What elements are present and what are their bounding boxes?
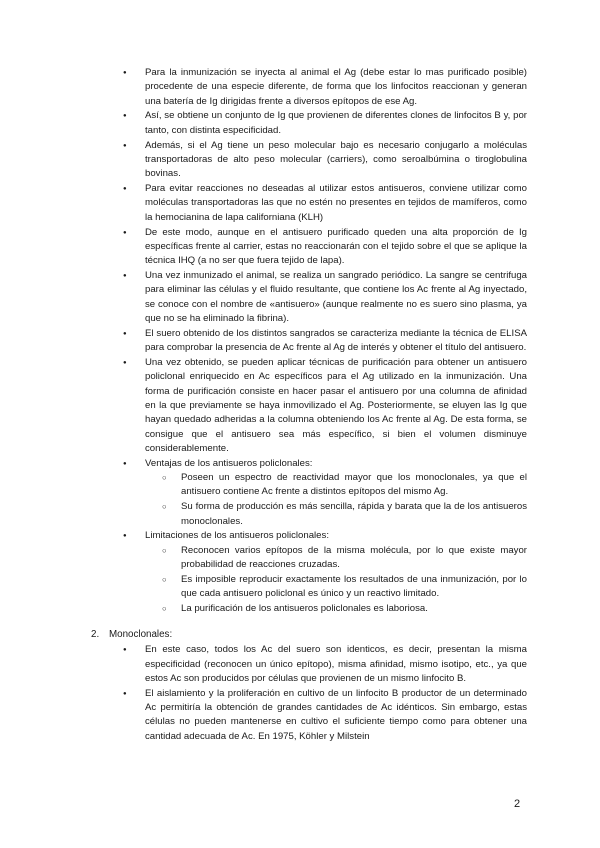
limitations-item bbox=[145, 529, 527, 616]
limitations-sublist bbox=[145, 544, 527, 617]
page-number: 2 bbox=[514, 798, 521, 810]
section-number: 2. bbox=[91, 629, 100, 641]
list-item: ● Una vez inmunizado el animal, se realiza un sangrado periódico. La sangre se centrifuga para eliminar las células y el fluido resultante, que contiene los Ac frente al Ag inyectado, se conoce con el nombre de «antisuero» (aunque realmente no es suero sino plasma, ya que no se ha eliminado la fibrina). bbox=[145, 269, 527, 326]
polyclonal-bullet-list bbox=[0, 66, 600, 616]
list-item: ○ Su forma de producción es más sencilla, rápida y barata que la de los antisueros monoclonales. bbox=[181, 500, 527, 529]
list-item: ○ Poseen un espectro de reactividad mayor que los monoclonales, ya que el antisuero contiene Ac frente a distintos epítopos del mismo Ag. bbox=[181, 471, 527, 500]
list-item: ○ La purificación de los antisueros policlonales es laboriosa. bbox=[181, 602, 527, 616]
list-item: ● El aislamiento y la proliferación en cultivo de un linfocito B productor de un determinado Ac permitiría la obtención de grandes cantidades de Ac idénticos. Sin embargo, estas células no pueden mantenerse en cultivo el suficiente tiempo como para obtener una cantidad adecuada de Ac. En 1975, Köhler y Milstein bbox=[145, 687, 527, 744]
list-item: ● El suero obtenido de los distintos sangrados se caracteriza mediante la técnica de ELISA para comprobar la presencia de Ac frente al Ag de interés y obtener el título del antisuero. bbox=[145, 327, 527, 356]
limitations-title: Limitaciones de los antisueros policlonales: bbox=[145, 530, 329, 542]
list-item: ● De este modo, aunque en el antisuero purificado queden una alta proporción de Ig específicas frente al carrier, estas no reaccionarán con el tejido sobre el que se aplique la técnica IHQ (a no ser que fuera tejido de lapa). bbox=[145, 226, 527, 269]
advantages-item bbox=[145, 457, 527, 529]
list-item: ● En este caso, todos los Ac del suero son identicos, es decir, presentan la misma especificidad (reconocen un único epítopo), misma afinidad, mismo isotipo, etc., ya que estos Ac son producidos por células que provienen de un mismo linfocito B. bbox=[145, 643, 527, 686]
list-item: ● Además, si el Ag tiene un peso molecular bajo es necesario conjugarlo a moléculas transportadoras de alto peso molecular (carriers), como seroalbúmina o tiroglobulina bovinas. bbox=[145, 139, 527, 182]
section-title: Monoclonales: bbox=[109, 629, 173, 641]
list-item: ● Una vez obtenido, se pueden aplicar técnicas de purificación para obtener un antisuero policlonal enriquecido en Ac específicos para el Ag utilizado en la inmunización. Una forma de purificación consiste en hacer pasar el antisuero por una columna de afinidad en la que previamente se haya inmovilizado el Ag. Posteriormente, se eluyen las Ig que hayan quedado adheridas a la columna obteniendo los Ac frente al Ag. De esta forma, se consigue que el antisuero sea más específico, si bien el volumen disminuye considerablemente. bbox=[145, 356, 527, 456]
section-monoclonales bbox=[0, 628, 600, 744]
advantages-sublist bbox=[145, 471, 527, 529]
list-item: ● Para la inmunización se inyecta al animal el Ag (debe estar lo mas purificado posible) procedente de una especie diferente, de forma que los linfocitos reaccionan y generan una batería de Ig dirigidas frente a diversos epítopos de ese Ag. bbox=[145, 66, 527, 109]
list-item: ○ Reconocen varios epítopos de la misma molécula, por lo que existe mayor probabilidad de reacciones cruzadas. bbox=[181, 544, 527, 573]
list-item: ● Así, se obtiene un conjunto de Ig que provienen de diferentes clones de linfocitos B y, por tanto, con distinta especificidad. bbox=[145, 109, 527, 138]
page-content bbox=[0, 66, 600, 745]
section-heading bbox=[91, 628, 600, 643]
advantages-title: Ventajas de los antisueros policlonales: bbox=[145, 457, 313, 469]
monoclonal-bullet-list bbox=[0, 643, 600, 744]
list-item: ○ Es imposible reproducir exactamente los resultados de una inmunización, por lo que cada antisuero policlonal es único y un reactivo limitado. bbox=[181, 573, 527, 602]
list-item: ● Para evitar reacciones no deseadas al utilizar estos antisueros, conviene utilizar como moléculas transportadoras las que no estén no presentes en tejidos de mamíferos, como la hemocianina de lapa californiana (KLH) bbox=[145, 182, 527, 225]
